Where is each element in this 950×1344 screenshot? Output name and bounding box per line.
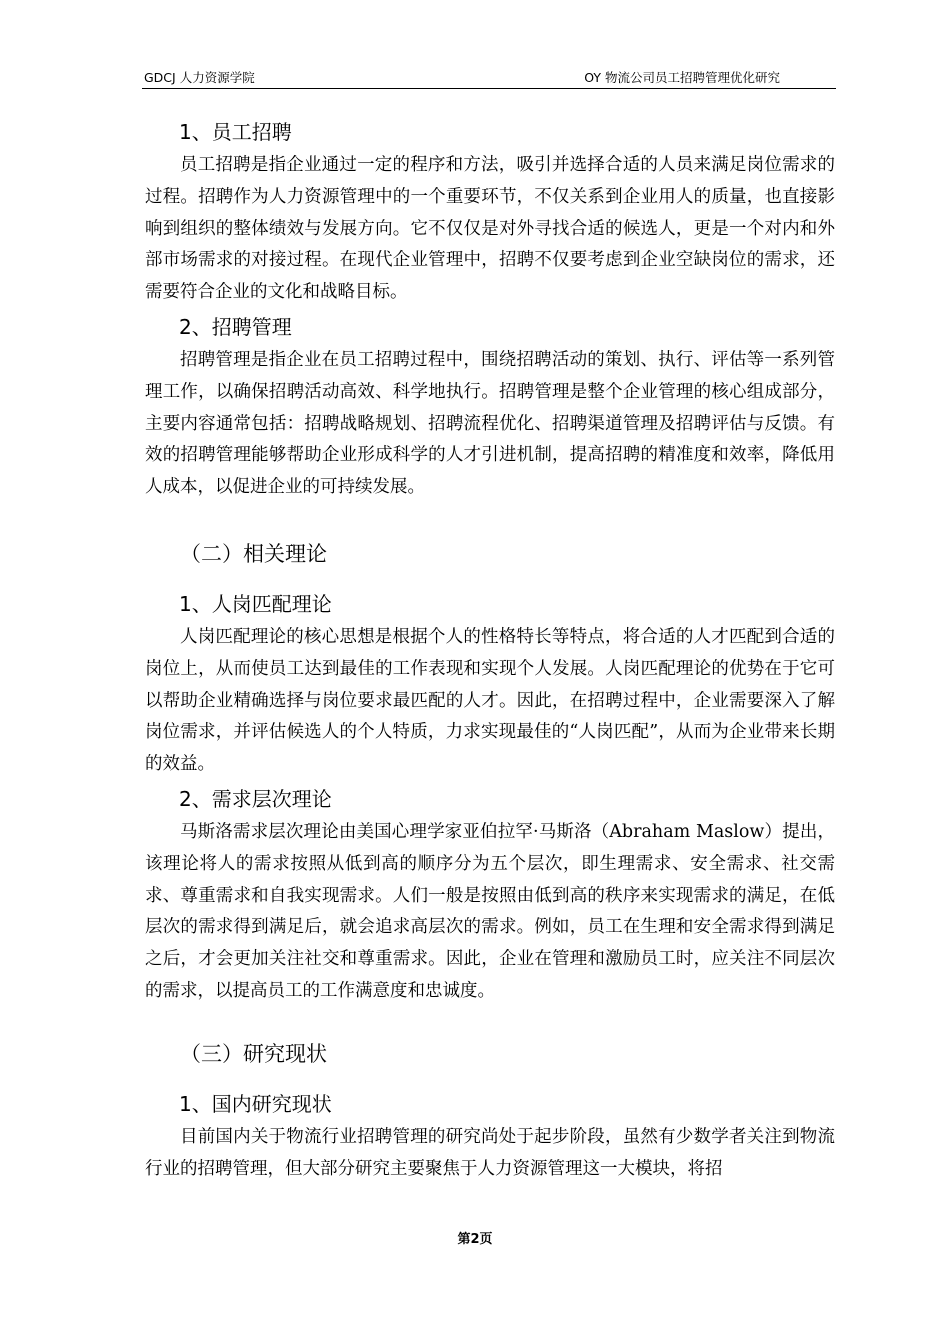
paragraph-recruitment-management: 招聘管理是指企业在员工招聘过程中，围绕招聘活动的策划、执行、评估等一系列管理工作，以确保招聘活动高效、科学地执行。招聘管理是整个企业管理的核心组成部分，主要内容通常包括：招聘战略规划、招聘流程优化、招聘渠道管理及招聘评估与反馈。有效的招聘管理能够帮助企业形成科学的人才引进机制，提高招聘的精准度和效率，降低用人成本，以促进企业的可持续发展。 [145,349,835,498]
heading-person-job-fit: 1、人岗匹配理论 [179,591,332,616]
header-school: GDCJ 人力资源学院 [144,70,255,85]
heading-related-theory: （二）相关理论 [180,541,327,566]
page-number: 第2页 [457,1232,493,1247]
paragraph-person-job-fit: 人岗匹配理论的核心思想是根据个人的性格特长等特点，将合适的人才匹配到合适的岗位上，从而使员工达到最佳的工作表现和实现个人发展。人岗匹配理论的优势在于它可以帮助企业精确选择与岗位要求最匹配的人才。因此，在招聘过程中，企业需要深入了解岗位需求，并评估候选人的个人特质，力求实现最佳的“人岗匹配”，从而为企业带来长期的效益。 [145,626,835,775]
paragraph-hierarchy-of-needs: 马斯洛需求层次理论由美国心理学家亚伯拉罕·马斯洛（Abraham Maslow）提出，该理论将人的需求按照从低到高的顺序分为五个层次，即生理需求、安全需求、社交需求、尊重需求和自我实现需求。人们一般是按照由低到高的秩序来实现需求的满足，在低层次的需求得到满足后，就会追求高层次的需求。例如，员工在生理和安全需求得到满足之后，才会更加关注社交和尊重需求。因此，企业在管理和激励员工时，应关注不同层次的需求，以提高员工的工作满意度和忠诚度。 [145,821,835,1001]
document-body [145,114,835,1185]
heading-domestic-research: 1、国内研究现状 [179,1091,332,1116]
page-header [142,66,836,89]
heading-research-status: （三）研究现状 [180,1041,327,1066]
heading-employee-recruitment: 1、员工招聘 [179,120,292,144]
header-thesis-title: OY 物流公司员工招聘管理优化研究 [584,70,780,85]
heading-hierarchy-of-needs: 2、需求层次理论 [179,786,332,811]
paragraph-employee-recruitment: 员工招聘是指企业通过一定的程序和方法，吸引并选择合适的人员来满足岗位需求的过程。招聘作为人力资源管理中的一个重要环节，不仅关系到企业用人的质量，也直接影响到组织的整体绩效与发展方向。它不仅仅是对外寻找合适的候选人，更是一个对内和外部市场需求的对接过程。在现代企业管理中，招聘不仅要考虑到企业空缺岗位的需求，还需要符合企业的文化和战略目标。 [145,155,835,303]
heading-recruitment-management: 2、招聘管理 [179,314,292,339]
paragraph-domestic-research: 目前国内关于物流行业招聘管理的研究尚处于起步阶段，虽然有少数学者关注到物流行业的招聘管理，但大部分研究主要聚焦于人力资源管理这一大模块，将招 [145,1126,835,1179]
